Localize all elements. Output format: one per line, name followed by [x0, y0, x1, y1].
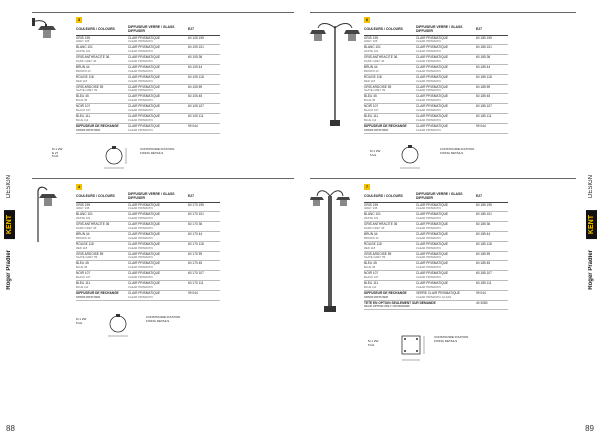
product-number-badge: 7: [365, 184, 369, 189]
table-row: BLANC 101 WHITE 101 CLAIR PRISMATIQUE CLEAR PRISMATIC 60 170 101: [76, 212, 220, 222]
column-header: DIFFUSEUR VERRE / GLASS DIFFUSER: [128, 193, 188, 202]
section-label: DESIGN: [6, 175, 12, 199]
fixing-diagram: [396, 142, 436, 172]
column-header: COULEURS / COLOURS: [76, 193, 128, 202]
table-row: BLEU 111 BLUE 111 CLAIR PRISMATIQUE CLEAR PRISMATIC 60 170 111: [76, 280, 220, 290]
column-header: COULEURS / COLOURS: [364, 193, 416, 202]
table-row: GRIS ANTHRACITE 36 DARK GREY 36 CLAIR PRISMATIQUE CLEAR PRISMATIC 60 185 36: [364, 222, 508, 232]
column-header: COULEURS / COLOURS: [76, 26, 128, 35]
page-number: 89: [585, 424, 594, 433]
table-row: BRUN 44 BROWN 44 CLAIR PRISMATIQUE CLEAR PRISMATIC 60 170 44: [76, 231, 220, 241]
designer-label: Roger Pradier: [588, 250, 594, 290]
table-row: DIFFUSEUR DE RECHANGE SPARE DIFFUSER VERRE CLAIR PRISMATIQUE CLEAR PRISMATIC GLASS 99 044: [364, 290, 508, 300]
page-number: 88: [6, 424, 15, 433]
side-tab: [2, 210, 16, 239]
column-header: E27: [188, 193, 220, 202]
spec-legend: M 1 2W E 27 5 kG: [52, 147, 63, 158]
double-post-lamp-illustration: [310, 16, 360, 126]
table-row: DIFFUSEUR DE RECHANGE SPARE DIFFUSER CLAIR PRISMATIQUE CLEAR PRISMATIC 99 044: [76, 290, 220, 300]
fixing-note: CONSTRUIRE FIXATION FIXING DETAILS: [440, 147, 475, 155]
fixing-note: CONSTRUIRE FIXATION FIXING DETAILS: [434, 335, 469, 343]
table-row: ROUGE 118 RED 118 CLAIR PRISMATIQUE CLEAR PRISMATIC 60 185 118: [364, 241, 508, 251]
base-plate-diagram: [396, 330, 432, 364]
table-row: BRUN 44 BROWN 44 CLAIR PRISMATIQUE CLEAR PRISMATIC 60 105 44: [76, 64, 220, 74]
tall-post-lamp-illustration: [310, 182, 350, 312]
table-row: GRIS ARDOISE 59 SLATE GREY 59 CLAIR PRISMATIQUE CLEAR PRISMATIC 60 170 59: [76, 251, 220, 261]
table-row: BLEU 111 BLUE 111 CLAIR PRISMATIQUE CLEAR PRISMATIC 60 185 111: [364, 113, 508, 123]
table-row: BRUN 44 BROWN 44 CLAIR PRISMATIQUE CLEAR PRISMATIC 60 185 44: [364, 231, 508, 241]
table-row: ROUGE 118 RED 118 CLAIR PRISMATIQUE CLEAR PRISMATIC 60 185 118: [364, 74, 508, 84]
column-header: E27: [476, 193, 508, 202]
side-tab: [2, 250, 16, 290]
fixing-note: CONSTRUIRE FIXATION FIXING DETAILS: [146, 315, 181, 323]
table-row: GRIS ANTHRACITE 36 DARK GREY 36 CLAIR PRISMATIQUE CLEAR PRISMATIC 60 170 36: [76, 222, 220, 232]
column-header: DIFFUSEUR VERRE / GLASS DIFFUSER: [128, 26, 188, 35]
section-divider: [32, 12, 294, 13]
product-number-badge: 6: [365, 17, 369, 22]
table-row: NOIR 107 BLACK 107 CLAIR PRISMATIQUE CLEAR PRISMATIC 60 170 107: [76, 271, 220, 281]
table-row: GRIS ANTHRACITE 36 DARK GREY 36 CLAIR PRISMATIQUE CLEAR PRISMATIC 60 105 36: [76, 55, 220, 65]
right-page: [300, 0, 600, 439]
section-divider: [310, 12, 576, 13]
fixing-diagram: [100, 144, 140, 172]
side-tab: [584, 250, 598, 290]
column-header: DIFFUSEUR VERRE / GLASS DIFFUSER: [416, 193, 476, 202]
fixing-note: CONSTRUIRE FIXATION FIXING DETAILS: [140, 147, 175, 155]
table-row: GRIS ARDOISE 59 SLATE GREY 59 CLAIR PRISMATIQUE CLEAR PRISMATIC 60 185 59: [364, 251, 508, 261]
table-row: GRIS ARDOISE 59 SLATE GREY 59 CLAIR PRISMATIQUE CLEAR PRISMATIC 60 185 59: [364, 84, 508, 94]
table-row: BLEU 111 BLUE 111 CLAIR PRISMATIQUE CLEAR PRISMATIC 60 185 111: [364, 280, 508, 290]
table-row: BLEU 45 BLUE 45 CLAIR PRISMATIQUE CLEAR PRISMATIC 60 170 45: [76, 261, 220, 271]
spec-legend: M 1 2W 5 kG: [370, 149, 381, 157]
table-row: ROUGE 118 RED 118 CLAIR PRISMATIQUE CLEAR PRISMATIC 60 105 118: [76, 74, 220, 84]
table-row: NOIR 107 BLACK 107 CLAIR PRISMATIQUE CLEAR PRISMATIC 60 105 107: [76, 104, 220, 114]
spec-legend: M 1 2W 5 kG: [76, 317, 87, 325]
table-row: NOIR 107 BLACK 107 CLAIR PRISMATIQUE CLEAR PRISMATIC 60 185 107: [364, 104, 508, 114]
spec-table: [364, 26, 508, 134]
side-tab: [584, 210, 598, 239]
post-lamp-illustration: [32, 182, 62, 242]
table-row: DIFFUSEUR DE RECHANGE SPARE DIFFUSER CLAIR PRISMATIQUE CLEAR PRISMATIC 99 044: [76, 123, 220, 133]
table-row: ROUGE 118 RED 118 CLAIR PRISMATIQUE CLEAR PRISMATIC 60 170 118: [76, 241, 220, 251]
column-header: E27: [476, 26, 508, 35]
column-header: E27: [188, 26, 220, 35]
table-row: TETE EN OPTION SEULEMENT SUR DEMANDE HEAD OPTION ONLY ON DEMAND 40 3080: [364, 300, 508, 310]
table-row: GRIS 195 GREY 195 CLAIR PRISMATIQUE CLEAR PRISMATIC 60 185 195: [364, 202, 508, 212]
section-divider: [310, 178, 576, 179]
table-row: BLANC 101 WHITE 101 CLAIR PRISMATIQUE CLEAR PRISMATIC 60 185 101: [364, 212, 508, 222]
table-row: GRIS 195 GREY 195 CLAIR PRISMATIQUE CLEAR PRISMATIC 60 185 195: [364, 35, 508, 45]
spec-table: [76, 26, 220, 134]
table-row: BLEU 111 BLUE 111 CLAIR PRISMATIQUE CLEAR PRISMATIC 60 105 111: [76, 113, 220, 123]
table-row: DIFFUSEUR DE RECHANGE SPARE DIFFUSER CLAIR PRISMATIQUE CLEAR PRISMATIC 99 044: [364, 123, 508, 133]
side-tab: [584, 175, 598, 198]
table-row: BLEU 45 BLUE 45 CLAIR PRISMATIQUE CLEAR PRISMATIC 60 105 45: [76, 94, 220, 104]
section-label: DESIGN: [588, 175, 594, 199]
brand-tab: KENT: [586, 210, 597, 239]
side-tab: [2, 175, 16, 198]
spec-table: [364, 193, 508, 310]
table-row: GRIS 195 GREY 195 CLAIR PRISMATIQUE CLEAR PRISMATIC 60 170 195: [76, 202, 220, 212]
fixing-diagram: [104, 312, 144, 340]
table-row: BLEU 45 BLUE 45 CLAIR PRISMATIQUE CLEAR PRISMATIC 60 185 45: [364, 261, 508, 271]
spec-table: [76, 193, 220, 301]
table-row: BLANC 101 WHITE 101 CLAIR PRISMATIQUE CLEAR PRISMATIC 60 185 101: [364, 45, 508, 55]
table-row: BLEU 45 BLUE 45 CLAIR PRISMATIQUE CLEAR PRISMATIC 60 185 45: [364, 94, 508, 104]
brand-tab: KENT: [4, 210, 15, 239]
column-header: DIFFUSEUR VERRE / GLASS DIFFUSER: [416, 26, 476, 35]
spec-legend: M 1 2W 5 kG: [368, 339, 379, 347]
table-row: GRIS ANTHRACITE 36 DARK GREY 36 CLAIR PRISMATIQUE CLEAR PRISMATIC 60 185 36: [364, 55, 508, 65]
table-row: NOIR 107 BLACK 107 CLAIR PRISMATIQUE CLEAR PRISMATIC 60 185 107: [364, 271, 508, 281]
table-row: GRIS ARDOISE 59 SLATE GREY 59 CLAIR PRISMATIQUE CLEAR PRISMATIC 60 105 59: [76, 84, 220, 94]
section-divider: [32, 178, 294, 179]
column-header: COULEURS / COLOURS: [364, 26, 416, 35]
product-number-badge: 4: [77, 184, 81, 189]
product-number-badge: 3: [77, 17, 81, 22]
wall-lamp-illustration: [32, 16, 62, 56]
table-row: BRUN 44 BROWN 44 CLAIR PRISMATIQUE CLEAR PRISMATIC 60 185 44: [364, 64, 508, 74]
table-row: GRIS 195 GREY 195 CLAIR PRISMATIQUE CLEAR PRISMATIC 60 105 195: [76, 35, 220, 45]
designer-label: Roger Pradier: [6, 250, 12, 290]
table-row: BLANC 101 WHITE 101 CLAIR PRISMATIQUE CLEAR PRISMATIC 60 105 101: [76, 45, 220, 55]
